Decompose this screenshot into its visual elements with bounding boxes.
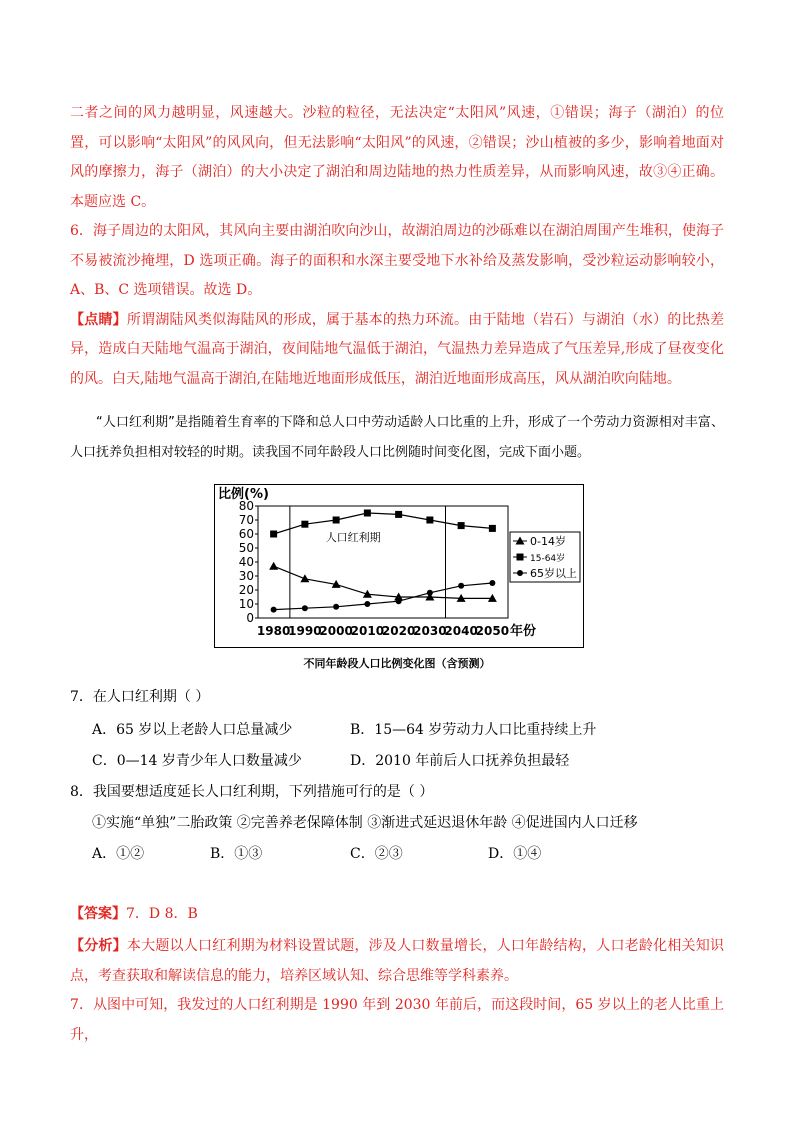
data-point-square [458,522,465,529]
y-tick-label: 10 [238,597,254,611]
q7-option-b[interactable]: B．15—64 岁劳动力人口比重持续上升 [350,722,597,738]
analysis-block [70,932,724,1050]
y-tick-label: 50 [238,541,254,555]
data-point-circle [427,590,433,596]
data-point-square [489,525,496,532]
x-tick-label: 1980 [256,624,291,638]
explanation-paragraph-1: 二者之间的风力越明显，风速越大。沙粒的粒径，无法决定“太阳风”风速，①错误；海子（湖泊）的位置，可以影响“太阳风”的风风向，但无法影响“太阳风”的风速，②错误；沙山植被的多少，影响着地面对风的摩擦力，海子（湖泊）的大小决定了湖泊和周边陆地的热力性质差异，从而影响风速，故③④正确。本题应选 C。 [70,105,724,210]
data-point-square [426,517,433,524]
chart-svg [214,484,584,648]
q8-option-b[interactable]: B．①③ [210,846,263,862]
highlight-annotation: 人口红利期 [325,531,381,544]
y-tick-label: 60 [238,527,254,541]
data-point-circle [302,605,308,611]
data-point-circle [489,580,495,586]
data-point-square [364,510,371,517]
analysis-text: 本大题以人口红利期为材料设置试题，涉及人口数量增长，人口年龄结构，人口老龄化相关知识点，考查获取和解读信息的能力，培养区域认知、综合思维等学科素养。 [70,938,724,984]
legend-label: 15-64岁 [530,554,566,564]
answer-text: 7．D 8．B [126,906,198,922]
data-point-circle [364,601,370,607]
data-point-circle [517,570,523,576]
data-point-circle [458,583,464,589]
y-axis-label: 比例(%) [218,487,269,502]
q7-option-a[interactable]: A．65 岁以上老龄人口总量减少 [92,722,293,738]
data-point-square [395,511,402,518]
answer-label: 【答案】 [70,906,126,922]
data-point-square [270,531,277,538]
x-axis-label: 年份 [510,624,537,639]
q8-stem: 8．我国要想适度延长人口红利期，下列措施可行的是（ ） [70,784,434,800]
analysis-paragraph [70,932,724,991]
analysis-label: 【分析】 [70,938,127,954]
x-tick-label: 2010 [350,624,385,638]
x-tick-label: 2000 [319,624,353,638]
legend-label: 65岁以上 [530,567,577,580]
x-tick-label: 2030 [413,624,447,638]
tip-label: 【点睛】 [70,311,127,328]
data-point-circle [271,607,277,613]
q7-option-c[interactable]: C．0—14 岁青少年人口数量减少 [92,753,302,769]
q8-option-c[interactable]: C．②③ [350,846,403,862]
answer-line [70,903,198,923]
y-tick-label: 30 [238,569,254,583]
legend-label: 0-14岁 [530,535,566,548]
q7-stem: 7．在人口红利期（ ） [70,689,210,705]
data-point-square [333,517,340,524]
q8-option-d[interactable]: D．①④ [488,846,542,862]
q7-option-d[interactable]: D．2010 年前后人口抚养负担最轻 [350,753,570,769]
data-point-circle [396,598,402,604]
y-tick-label: 20 [238,583,254,597]
intro-text: “人口红利期”是指随着生育率的下降和总人口中劳动适龄人口比重的上升，形成了一个劳动力资源相对丰富、人口抚养负担相对较轻的时期。读我国不同年龄段人口比例随时间变化图，完成下面小题。 [70,415,724,460]
explanation-top [70,99,724,394]
y-tick-label: 0 [246,611,254,625]
y-tick-label: 70 [238,513,254,527]
tip-text: 所谓湖陆风类似海陆风的形成，属于基本的热力环流。由于陆地（岩石）与湖泊（水）的比热差异，造成白天陆地气温高于湖泊，夜间陆地气温低于湖泊，气温热力差异造成了气压差异,形成了昼夜变化的风。白天,陆地气温高于湖泊,在陆地近地面形成低压，湖泊近地面形成高压，风从湖泊吹向陆地。 [70,311,724,387]
x-tick-label: 2020 [381,624,416,638]
analysis-q7: 7．从图中可知，我发过的人口红利期是 1990 年到 2030 年前后，而这段时间，65 岁以上的老人比重上升， [70,997,724,1043]
data-point-square [301,521,308,528]
data-point-circle [333,604,339,610]
x-tick-label: 1990 [288,624,322,638]
x-tick-label: 2050 [475,624,510,638]
tip-paragraph [70,306,724,395]
q8-items: ①实施“单独”二胎政策 ②完善养老保障体制 ③渐进式延迟退休年龄 ④促进国内人口迁移 [92,815,638,831]
x-tick-label: 2040 [444,624,478,638]
y-tick-label: 40 [238,555,254,569]
figure-caption: 不同年龄段人口比例变化图（含预测） [303,657,491,670]
explanation-paragraph-2: 6．海子周边的太阳风，其风向主要由湖泊吹向沙山，故湖泊周边的沙砾难以在湖泊周围产生堆积，使海子不易被流沙掩埋，D 选项正确。海子的面积和水深主要受地下水补给及蒸发影响，受沙粒运动影响较小，A、B、C 选项错误。故选 D。 [70,223,724,298]
y-tick-label: 80 [238,499,254,513]
q8-option-a[interactable]: A．①② [92,846,145,862]
population-chart [214,484,584,648]
material-intro [70,408,724,468]
data-point-square [517,554,524,561]
